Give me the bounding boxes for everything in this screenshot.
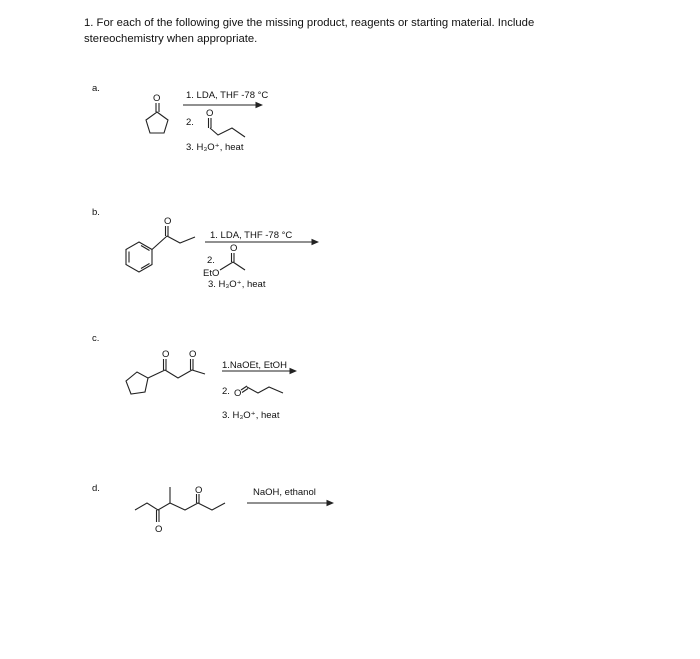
oxygen-atom: O — [230, 243, 238, 254]
oxygen-atom: O — [234, 388, 242, 399]
part-c-reagent-step3: 3. H₃O⁺, heat — [222, 410, 280, 421]
part-b-reagent-step3: 3. H₃O⁺, heat — [208, 279, 266, 290]
part-b-label: b. — [92, 207, 100, 218]
part-c-reagent-step1: 1.NaOEt, EtOH — [222, 360, 287, 371]
part-a-reagent-step1: 1. LDA, THF -78 °C — [186, 90, 269, 101]
oxygen-atom: O — [162, 349, 170, 360]
part-b — [92, 207, 318, 290]
part-c-reagent-step2: 2. — [222, 386, 230, 397]
part-a-label: a. — [92, 83, 100, 94]
part-b-reagent-step2: 2. — [207, 255, 215, 266]
part-d-reagent: NaOH, ethanol — [253, 487, 316, 498]
part-c-label: c. — [92, 333, 100, 344]
oxygen-atom: O — [189, 349, 197, 360]
ethoxy-group: EtO — [203, 268, 220, 279]
question-text-line2: stereochemistry when appropriate. — [84, 33, 258, 45]
part-b-reagent-step1: 1. LDA, THF -78 °C — [210, 230, 293, 241]
diketone-starting-material-structure — [135, 485, 225, 535]
part-d — [92, 483, 333, 535]
part-a-reagent-step2: 2. — [186, 117, 194, 128]
propiophenone-structure — [126, 216, 195, 272]
butanal-structure — [206, 108, 245, 137]
butanal-structure — [234, 386, 283, 399]
question-text-line1: 1. For each of the following give the missing product, reagents or starting material. Include — [84, 17, 535, 29]
oxygen-atom: O — [153, 93, 161, 104]
part-a-reagent-step3: 3. H₃O⁺, heat — [186, 142, 244, 153]
part-d-label: d. — [92, 483, 100, 494]
oxygen-atom: O — [164, 216, 172, 227]
oxygen-atom: O — [206, 108, 214, 119]
oxygen-atom: O — [155, 524, 163, 535]
part-c — [92, 333, 296, 421]
oxygen-atom: O — [195, 485, 203, 496]
diketone-structure — [126, 349, 205, 394]
part-a — [92, 83, 268, 153]
cyclopentanone-structure — [146, 93, 168, 133]
